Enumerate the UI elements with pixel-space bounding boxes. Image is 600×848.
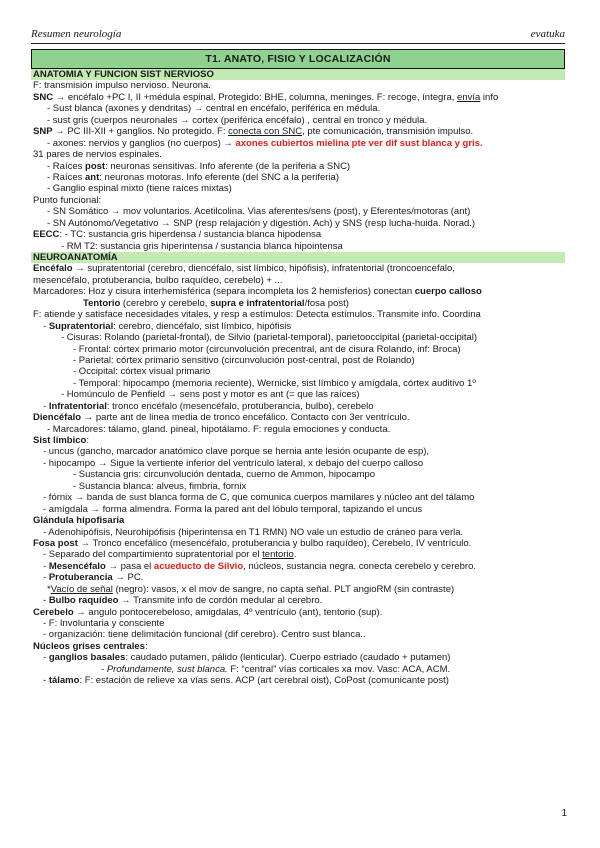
text-segment: : tronco encéfalo (mesencéfalo, protuberancia, bulbo), cerebelo — [106, 400, 374, 412]
text-line — [33, 355, 565, 366]
header-divider — [31, 43, 565, 44]
text-segment: → parte ant de linea media de tronco encefálico. Contacto con 3er ventrículo. — [81, 412, 410, 424]
text-line — [33, 206, 565, 217]
text-line — [33, 469, 565, 480]
text-segment: → PC III-XII + ganglios. No protegido. F: — [52, 126, 229, 138]
text-line — [33, 492, 565, 503]
text-line — [33, 515, 565, 526]
section-heading — [31, 252, 565, 263]
text-line — [33, 584, 565, 595]
text-segment: Mesencéfalo — [48, 560, 106, 572]
text-segment: acueducto de Silvio — [153, 560, 244, 572]
text-segment: - Temporal: hipocampo (memoria reciente), Wernicke, sist límbico y amígdala, córtex auditivo 1º — [73, 377, 476, 389]
page-number: 1 — [561, 808, 567, 819]
text-segment: : — [144, 640, 148, 652]
text-line — [33, 641, 565, 652]
text-segment: - SN Autónomo/Vegetativo → SNP (resp relajación y digestión. Ach) y SNS (resp lucha-huida. Norad.) — [47, 217, 476, 229]
text-line — [33, 275, 565, 286]
text-segment: tálamo — [48, 675, 80, 687]
text-segment: * — [47, 583, 51, 595]
text-segment: Encéfalo — [33, 263, 73, 275]
text-segment: Vacío de señal — [50, 583, 113, 595]
text-segment: : - TC: sustancia gris hiperdensa / sustancia blanca hipodensa — [59, 229, 322, 241]
text-segment: : neuronas sensitivas. Info aferente (de la periferia a SNC) — [105, 160, 351, 172]
text-segment: - — [43, 572, 49, 584]
text-segment: (cerebro y cerebelo, — [120, 297, 211, 309]
text-line — [33, 195, 565, 206]
text-line — [33, 286, 565, 297]
text-segment: Infratentorial — [48, 400, 107, 412]
text-segment: Tentorio — [83, 297, 121, 309]
text-segment: , núcleos, sustancia negra. conecta cerebelo y cerebro. — [243, 560, 477, 572]
text-line — [33, 504, 565, 515]
text-segment: envía — [457, 91, 481, 103]
text-line — [33, 80, 565, 91]
text-segment: - organización: tiene delimitación funcional (dif cerebro). Centro sust blanca.. — [43, 629, 366, 641]
text-line — [33, 652, 565, 663]
text-segment: axones cubiertos mielina pte ver dif sust blanca y gris. — [235, 137, 483, 149]
text-segment: EECC — [33, 229, 60, 241]
text-line — [33, 481, 565, 492]
text-segment: post — [85, 160, 106, 172]
text-segment: 31 pares de nervios espinales. — [33, 149, 162, 161]
text-segment: Supratentorial — [48, 320, 114, 332]
text-line — [33, 172, 565, 183]
text-line — [33, 618, 565, 629]
text-line — [33, 229, 565, 240]
text-line — [33, 549, 565, 560]
text-segment: info — [480, 91, 499, 103]
text-segment: Profundamente, sust blanca. — [106, 663, 228, 675]
text-segment: : neuronas motoras. Info eferente (del SNC a la periferia) — [99, 171, 339, 183]
header-right: evatuka — [530, 28, 565, 40]
text-line — [33, 538, 565, 549]
text-segment: - Marcadores: tálamo, gland. pineal, hipotálamo. F: regula emociones y conducta. — [47, 423, 391, 435]
text-line — [33, 298, 565, 309]
text-segment: - Separado del compartimiento supratentorial por el — [43, 549, 263, 561]
text-line — [33, 435, 565, 446]
text-line — [33, 138, 565, 149]
text-segment: Fosa post — [33, 537, 78, 549]
text-segment: : F: estación de relieve xa vías sens. ACP (art cerebral oist), CoPost (comunicante post) — [79, 675, 449, 687]
text-segment: - — [43, 320, 49, 332]
text-segment: F: atiende y satisface necesidades vitales, y resp a estímulos: Detecta estímulos. Transmite info. Coordina — [33, 309, 481, 321]
text-segment: - — [43, 652, 49, 664]
text-line — [33, 595, 565, 606]
text-segment: conecta con SNC — [228, 126, 303, 138]
text-line — [33, 103, 565, 114]
text-segment: F: “central” vías corticales xa mov. Vasc: ACA, ACM. — [227, 663, 451, 675]
text-line — [33, 389, 565, 400]
text-line — [33, 321, 565, 332]
text-segment: - F: Involuntaria y consciente — [43, 618, 165, 629]
text-segment: Sist límbico — [33, 435, 87, 446]
text-line — [33, 218, 565, 229]
text-segment: : cerebro, diencéfalo, sist límbico, hipófisis — [113, 320, 292, 332]
header-left: Resumen neurología — [31, 28, 122, 40]
text-line — [33, 183, 565, 194]
text-line — [33, 401, 565, 412]
text-segment: ANATOMIA Y FUNCION SIST NERVIOSO — [33, 69, 214, 80]
text-segment: SNC — [33, 91, 54, 103]
text-segment: → Tronco encefálico (mesencéfalo, protuberancia y bulbo raquídeo), Cerebelo, IV ventrículo. — [77, 537, 472, 549]
text-segment: SNP — [33, 126, 53, 138]
text-segment: ant — [85, 171, 100, 183]
text-line — [33, 309, 565, 320]
text-line — [33, 572, 565, 583]
text-line — [33, 92, 565, 103]
text-segment: - fórnix → banda de sust blanca forma de C, que comunica cuerpos mamilares y núcleo ant del tálamo — [43, 492, 475, 504]
text-segment: - hipocampo → Sigue la vertiente inferior del ventrículo lateral, x debajo del cuerpo calloso — [43, 457, 424, 469]
text-line — [33, 675, 565, 686]
text-segment: F: transmisión impulso nervioso. Neurona. — [33, 80, 211, 92]
text-line — [33, 629, 565, 640]
text-line — [33, 366, 565, 377]
text-segment: - Homúnculo de Penfield → sens post y motor es ant (= que las raíces) — [61, 389, 360, 401]
text-segment: - Frontal: córtex primario motor (circunvolución precentral, ant de cisura Rolando, inf: Broca) — [73, 343, 461, 355]
section-heading — [31, 69, 565, 80]
text-segment: , pte comunicación, transmisión impulso. — [302, 126, 474, 138]
text-line — [33, 527, 565, 538]
text-line — [33, 424, 565, 435]
text-line — [33, 332, 565, 343]
text-segment: - Adenohipófisis, Neurohipófisis (hiperintensa en T1 RMN) NO vale un estudio de cráneo para verla. — [43, 526, 464, 538]
text-segment: - sust gris (cuerpos neuronales → cortex (periférica encéfalo) , central en tronco y médula. — [47, 114, 428, 126]
section-title: T1. ANATO, FISIO Y LOCALIZACIÓN — [31, 49, 565, 69]
text-line — [33, 126, 565, 137]
text-segment: : — [86, 435, 89, 446]
text-segment: . — [293, 549, 297, 561]
text-line — [33, 263, 565, 274]
text-segment: - uncus (gancho, marcador anatómico clave porque se hernia ante lesión ocupante de esp), — [43, 446, 430, 458]
text-segment: - — [43, 560, 49, 572]
text-segment: ganglios basales — [48, 652, 126, 664]
text-segment: - axones: nervios y ganglios (no cuerpos) → — [47, 137, 236, 149]
text-line — [33, 115, 565, 126]
text-segment: - Raíces — [47, 160, 86, 172]
text-line — [33, 344, 565, 355]
text-segment: - Sustancia gris: circunvolución dentada, cuerno de Ammon, hipocampo — [73, 469, 376, 481]
text-segment: → PC. — [112, 572, 144, 584]
text-segment: - amígdala → forma almendra. Forma la pared ant del lóbulo temporal, tapizando el uncus — [43, 503, 423, 515]
text-segment: : caudado putamen, pálido (lenticular). Cuerpo estriado (caudado + putamen) — [125, 652, 451, 664]
text-line — [33, 446, 565, 457]
text-segment: mesencéfalo, protuberancia, bulbo raquídeo, cerebelo) + ... — [33, 274, 283, 286]
text-line — [33, 241, 565, 252]
text-segment: - — [43, 675, 49, 687]
text-segment: Marcadores: Hoz y cisura interhemisférica (separa incompleta los 2 hemisferios) conectan — [33, 286, 415, 298]
text-segment: - Raíces — [47, 171, 86, 183]
text-line — [33, 149, 565, 160]
text-segment: Cerebelo — [33, 606, 74, 618]
text-line — [33, 607, 565, 618]
text-segment: Protuberancia — [48, 572, 113, 584]
document-body — [31, 49, 565, 687]
text-segment: - Cisuras: Rolando (parietal-frontal), de Silvio (parietal-temporal), parietooccipital (parietal-occipital) — [61, 332, 478, 344]
text-segment: → angulo pontocerebeloso, amigdalas, 4º ventrículo (ant), tentorio (sup). — [73, 606, 383, 618]
text-segment: - — [43, 400, 49, 412]
text-segment: - Sustancia blanca: alveus, fimbria, fornix — [73, 480, 247, 492]
text-segment: Glándula hipofisaria — [33, 515, 125, 527]
page-header — [31, 28, 565, 42]
text-segment: - Ganglio espinal mixto (tiene raíces mixtas) — [47, 183, 232, 195]
text-segment: NEUROANATOMÍA — [33, 252, 118, 263]
text-segment: - RM T2: sustancia gris hiperintensa / sustancia blanca hipointensa — [61, 240, 343, 252]
text-segment: - SN Somático → mov voluntarios. Acetilcolina. Vias aferentes/sens (post), y Eferentes/motoras (ant) — [47, 206, 471, 218]
text-line — [33, 664, 565, 675]
text-segment: → Transmite info de cordón medular al cerebro. — [118, 595, 323, 607]
text-segment: Punto funcional: — [33, 194, 102, 206]
text-segment: Bulbo raquídeo — [48, 595, 119, 607]
text-segment: - Sust blanca (axones y dendritas) → central en encéfalo, periférica en médula. — [47, 103, 381, 115]
text-segment: - — [43, 595, 49, 607]
text-line — [33, 161, 565, 172]
text-segment: → supratentorial (cerebro, diencéfalo, sist límbico, hipófisis), infratentorial (troncoencefalo, — [72, 263, 455, 275]
text-segment: - Occipital: córtex visual primario — [73, 366, 211, 378]
text-segment: → pasa el — [105, 560, 154, 572]
notes-content — [31, 69, 565, 687]
text-segment: tentorio — [262, 549, 294, 561]
text-segment: - Parietal: córtex primario sensitivo (circunvolución post-central, post de Rolando) — [73, 354, 415, 366]
text-segment: → encéfalo +PC I, II +médula espinal. Protegido: BHE, columna, meninges. F: recoge, íntegra, — [53, 91, 458, 103]
text-segment: - — [101, 663, 107, 675]
text-segment: supra e infratentorial — [210, 297, 305, 309]
text-segment: /fosa post) — [304, 297, 349, 309]
text-line — [33, 412, 565, 423]
text-line — [33, 561, 565, 572]
text-segment: Núcleos grises centrales — [33, 640, 145, 652]
text-segment: cuerpo calloso — [414, 286, 482, 298]
text-line — [33, 458, 565, 469]
text-segment: (negro): vasos, x el mov de sangre, no capta señal. PLT angioRM (sin contraste) — [112, 583, 455, 595]
text-segment: Diencéfalo — [33, 412, 82, 424]
text-line — [33, 378, 565, 389]
